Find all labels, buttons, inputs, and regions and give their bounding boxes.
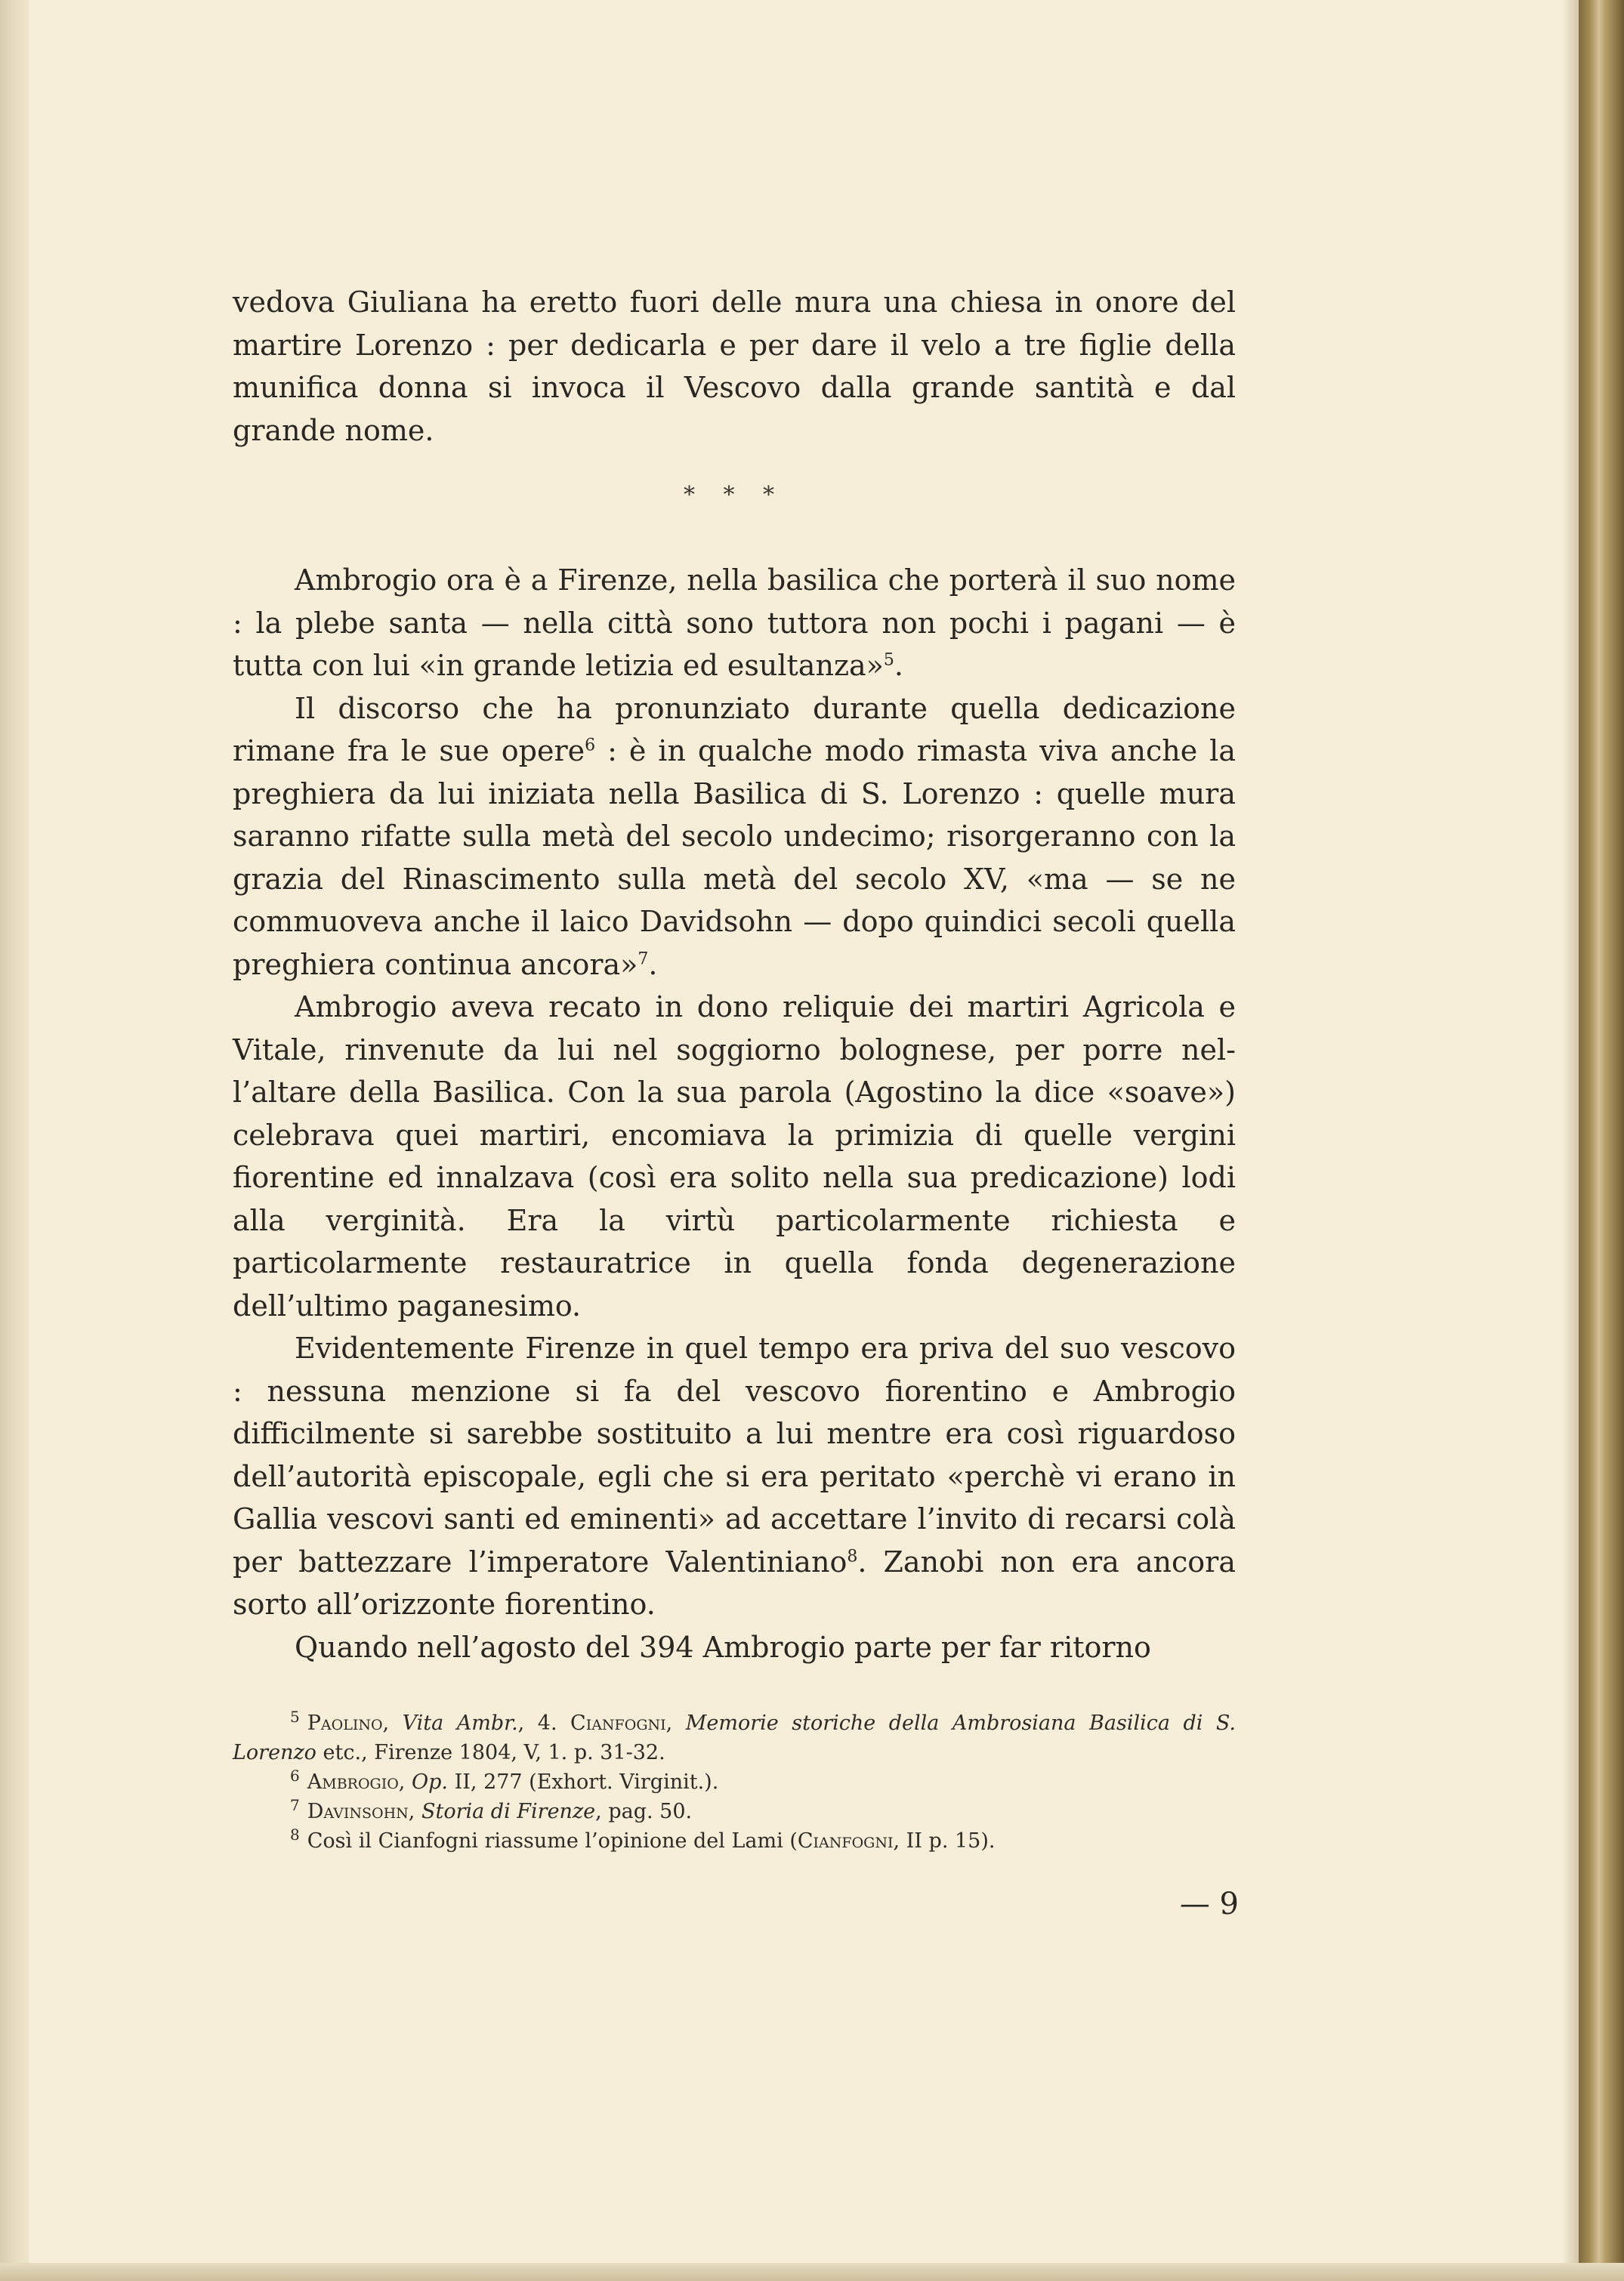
paragraph (233, 559, 1236, 687)
paragraph-text: Il discorso che ha pronunziato durante quella dedicazione rimane fra le sue opere (233, 691, 1236, 767)
book-binding-edge (1579, 0, 1624, 2281)
footnote-author: Ambrogio (307, 1770, 399, 1794)
paragraph: Ambrogio aveva recato in dono reliquie dei martiri Agricola e Vitale, rinvenute da lui nel soggiorno bolognese, per porre nell’altare della Basilica. Con la sua parola (Agostino la dice «soave») celebrava quei martiri, encomiava la primizia di quelle vergini fiorentine ed innalzava (così era solito nella sua predicazione) lodi alla verginità. Era la virtù particolarmente richiesta e particolarmente restauratrice in quella fonda degenerazione dell’ultimo paganesimo. (233, 990, 1236, 1323)
paragraph-continuation: vedova Giuliana ha eretto fuori delle mura una chiesa in onore del martire Lorenzo : per dedicarla e per dare il velo a tre figlie della munifica donna si invoca il Vescovo dalla grande santità e dal grande nome. (233, 286, 1236, 447)
footnote-6: $^6$ Ambrogio, Op. II, 277 (Exhort. Virginit.). (290, 1767, 719, 1794)
main-text (233, 281, 1236, 1668)
paragraph-text: . (648, 947, 658, 981)
page-number: — 9 (1179, 1887, 1239, 1921)
footnote-number: 8 (290, 1826, 300, 1844)
footnote-author: Cianfogni (570, 1712, 666, 1735)
spine-shadow (1562, 0, 1579, 2281)
footnote-ref: 6 (585, 736, 596, 755)
footnote-number: 6 (290, 1767, 300, 1785)
footnote-author: Davinsohn (307, 1800, 409, 1823)
footnote-7: $^7$ Davinsohn, Storia di Firenze, pag. 50. (290, 1796, 693, 1823)
facing-page-edge (0, 0, 30, 2281)
footnote-ref: 5 (883, 650, 894, 670)
footnote-5: $^5$ Paolino, Vita Ambr., 4. Cianfogni, Memorie storiche della Ambrosiana Basilica di S. Lorenzo etc., Firenze 1804, V, 1. p. 31-32. (233, 1708, 1237, 1764)
paragraph: Quando nell’agosto del 394 Ambrogio parte per far ritorno (295, 1630, 1151, 1664)
footnote-text: etc., Firenze 1804, V, 1. p. 31-32. (316, 1741, 665, 1764)
footnote-title: Vita Ambr. (402, 1712, 518, 1735)
bottom-page-edge (0, 2263, 1624, 2281)
footnote-title: Op. (411, 1770, 448, 1794)
footnote-text: II, 277 (Exhort. Virginit.). (447, 1770, 719, 1794)
footnote-text: Così il Cianfogni riassume l’opinione del Lami ( (307, 1829, 798, 1853)
paragraph-text: : è in qualche modo rimasta viva anche la preghiera da lui iniziata nella Basilica di S. Lorenzo : quelle mura saranno rifatte sulla metà del secolo undecimo; risorgeranno con la grazia del Rinascimento sulla metà del secolo XV, «ma — se ne commuoveva anche il laico Davidsohn — dopo quindici secoli quella preghiera continua ancora» (233, 734, 1236, 981)
footnote-author: Paolino (307, 1712, 383, 1735)
footnote-title: Storia di Firenze (421, 1800, 596, 1823)
section-separator: * * * (683, 482, 786, 508)
paragraph (233, 1327, 1236, 1626)
paragraph-text: . Zanobi non era ancora sorto all’orizzonte fiorentino. (233, 1545, 1236, 1621)
paragraph-text: . (894, 649, 903, 682)
footnote-8 (233, 1826, 1236, 1856)
footnotes (233, 1708, 1236, 1856)
footnote-text: , pag. 50. (595, 1800, 693, 1823)
footnote-text: , II p. 15). (893, 1829, 996, 1853)
paragraph-text: Ambrogio ora è a Firenze, nella basilica che porterà il suo nome : la plebe santa — nella città sono tuttora non pochi i pagani — è tutta con lui «in grande letizia ed esultanza» (233, 563, 1236, 682)
footnote-ref: 7 (638, 949, 649, 968)
footnote-title: Memorie storiche della Ambrosiana Basilica di S. Lorenzo (233, 1712, 1237, 1764)
footnote-number: 5 (290, 1708, 300, 1726)
footnote-number: 7 (290, 1796, 300, 1814)
footnote-ref: 8 (847, 1546, 858, 1566)
paragraph-text: Evidentemente Firenze in quel tempo era priva del suo vescovo : nessuna menzione si fa del vescovo fiorentino e Ambrogio difficilmente si sarebbe sostituito a lui mentre era così riguardoso dell’autorità episcopale, egli che si era peritato «perchè vi erano in Gallia vescovi santi ed eminenti» ad accettare l’invito di recarsi colà per battezzare l’imperatore Valentiniano (233, 1332, 1236, 1579)
paragraph (233, 687, 1236, 986)
footnote-author: Cianfogni (797, 1829, 894, 1853)
footnote-text: , 4. (517, 1712, 571, 1735)
